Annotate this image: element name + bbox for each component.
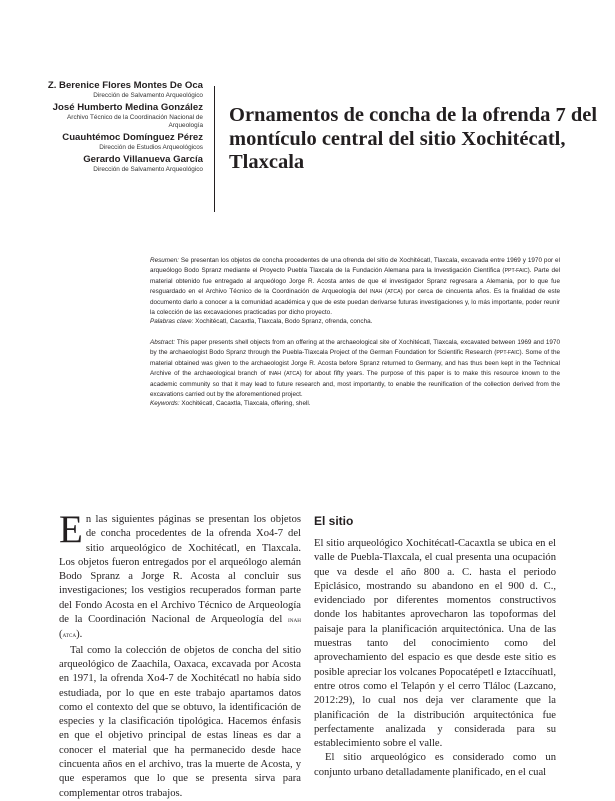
author-affiliation: Dirección de Salvamento Arqueológico <box>93 92 203 99</box>
keywords-label: Keywords: <box>150 400 180 408</box>
abbreviation: PPT-FAIC <box>504 267 528 274</box>
abstract-label: Abstract: <box>150 339 176 346</box>
abbreviation: PPT-FAIC <box>496 349 520 356</box>
keywords-line <box>150 317 560 327</box>
body-text: n las siguientes páginas se presentan los objetos de concha procedentes de la ofrenda Xo4-7 del sitio arqueológico de Xochitécatl, en Tlaxcala. Los objetos fueron entregados por el arqueólogo alemán Bodo Spranz a Jorge R. Acosta al concluir sus investigaciones; los vestigios recuperados forman parte del Fondo Acosta en el Archivo Técnico de Arqueología de la Coordinación Nacional de Arqueología del <box>59 514 301 626</box>
abstract-text-part: ) por cerca de cincuenta años. Es la finalidad de este documento darlo a conocer a la comunidad académica y que de este puedan derivarse futuras investigaciones y, lo más importante, poder reunir la colección de las excavaciones practicadas por dicho proyecto. <box>150 287 560 316</box>
abbreviation: INAH <box>369 288 383 295</box>
abstract-english <box>150 338 560 409</box>
body-column-left <box>59 508 301 801</box>
abstract-spanish <box>150 256 560 327</box>
abstract-text-part: Se presentan los objetos de concha procedentes de una ofrenda del sitio de Xochitécatl, Tlaxcala, excavada entre 1969 y 1970 por el arqueólogo Bodo Spranz mediante el Proyecto Puebla Tlaxcala de la Fundación Alemana para la Investigación Científica ( <box>150 257 560 274</box>
author-entry <box>40 80 203 100</box>
abbreviation: INAH <box>268 370 282 377</box>
author-list <box>40 80 203 176</box>
author-affiliation: Dirección de Estudios Arqueológicos <box>99 144 203 151</box>
body-paragraph: El sitio arqueológico Xochitécatl-Cacaxtla se ubica en el valle de Puebla-Tlaxcala, el cual presenta una ocupación que va desde el año 800 a. C. hasta el periodo Epiclásico, mostrando su abandono en el 900 d. C., evidenciado por diferentes momentos constructivos donde los habitantes aprovecharon las topoformas del paisaje para la planificación arquitectónica. Una de las muestras tanto del conocimiento como del aprovechamiento del espacio es que desde este sitio es posible apreciar los volcanes Popocatépetl e Iztaccíhuatl, entre otros como el Telapón y el cerro Tláloc (Lazcano, 2012:29), lo cual nos deja ver claramente que la planificación de la distribución arquitectónica fue perfectamente analizada y considerada para su establecimiento sobre el valle. <box>314 538 556 750</box>
author-affiliation: Archivo Técnico de la Coordinación Nacional de Arqueología <box>67 114 203 129</box>
body-paragraph <box>59 508 301 644</box>
drop-cap: E <box>59 508 83 551</box>
abstract-text-part: ( <box>382 287 388 295</box>
author-entry <box>40 102 203 130</box>
author-entry <box>40 154 203 174</box>
author-affiliation: Dirección de Salvamento Arqueológico <box>93 166 203 173</box>
abstract-text-part: ) for about fifty years. The purpose of this paper is to make this resource known to the academic community so that it may lead to future research and, most importantly, to enable the reunification of the collection derived from the excavations carried out by the aforementioned project. <box>150 369 560 398</box>
body-paragraph: Tal como la colección de objetos de concha del sitio arqueológico de Zaachila, Oaxaca, excavada por Acosta en 1971, la ofrenda Xo4-7 de Xochitécatl no había sido estudiada, por lo que en este trabajo apartamos datos como el contexto del que se obtuvo, la identificación de especies y la clasificación tipológica. Hacemos énfasis en que el objetivo principal de estas líneas es dar a conocer el material que ha permanecido desde hace cincuenta años en el archivo, tras la muerte de Acosta, y que esperamos que lo que se presenta sirva para complementar otros trabajos. <box>59 644 301 799</box>
body-text: ). <box>76 629 83 641</box>
author-name: Cuauhtémoc Domínguez Pérez <box>62 132 203 143</box>
keywords-line <box>150 399 560 409</box>
abbreviation: ATCA <box>387 288 401 295</box>
keywords-label: Palabras clave: <box>150 318 194 326</box>
author-name: Gerardo Villanueva García <box>83 154 203 165</box>
author-entry <box>40 132 203 152</box>
abbreviation: ATCA <box>62 633 77 640</box>
abstract-text-part: This paper presents shell objects from an offering at the archaeological site of Xochitécatl, Tlaxcala, excavated between 1969 and 1970 by the archaeologist Bodo Spranz through the Puebla-Tlaxcala Project of the German Foundation for Scientific Research ( <box>150 339 560 356</box>
abstract-text-part: ( <box>281 369 287 377</box>
abstract-label: Resumen: <box>150 257 179 264</box>
abstract-text <box>150 256 560 317</box>
keywords-text: Xochitécatl, Cacaxtla, Tlaxcala, offering, shell. <box>179 400 311 408</box>
section-heading: El sitio <box>314 514 354 528</box>
author-name: José Humberto Medina González <box>52 102 203 113</box>
body-column-right <box>314 513 556 780</box>
keywords-text: Xochitécatl, Cacaxtla, Tlaxcala, Bodo Spranz, ofrenda, concha. <box>193 318 373 326</box>
abstract-text-part: ). Parte del material obtenido fue entregado al arqueólogo Jorge R. Acosta antes de que el investigador Spranz regresara a Alemania, por lo que fue resguardado en el Archivo Técnico de la Coordinación de Arqueología del <box>150 266 561 295</box>
article-title: Ornamentos de concha de la ofrenda 7 del montículo central del sitio Xochitécatl, Tlaxcala <box>229 104 598 173</box>
body-paragraph: El sitio arqueológico es considerado como un conjunto urbano detalladamente planificado, en el cual <box>314 752 556 778</box>
author-name: Z. Berenice Flores Montes De Oca <box>47 80 203 91</box>
body-text: ( <box>59 629 63 641</box>
abbreviation: INAH <box>288 618 301 625</box>
abbreviation: ATCA <box>286 370 300 377</box>
abstract-text <box>150 338 560 399</box>
vertical-divider <box>214 86 215 212</box>
abstract-text-part: ). Some of the material obtained was given to the archaeologist Jorge R. Acosta before Spranz returned to Germany, and has thus been kept in the Technical Archive of the archaeological branch of <box>150 348 560 377</box>
